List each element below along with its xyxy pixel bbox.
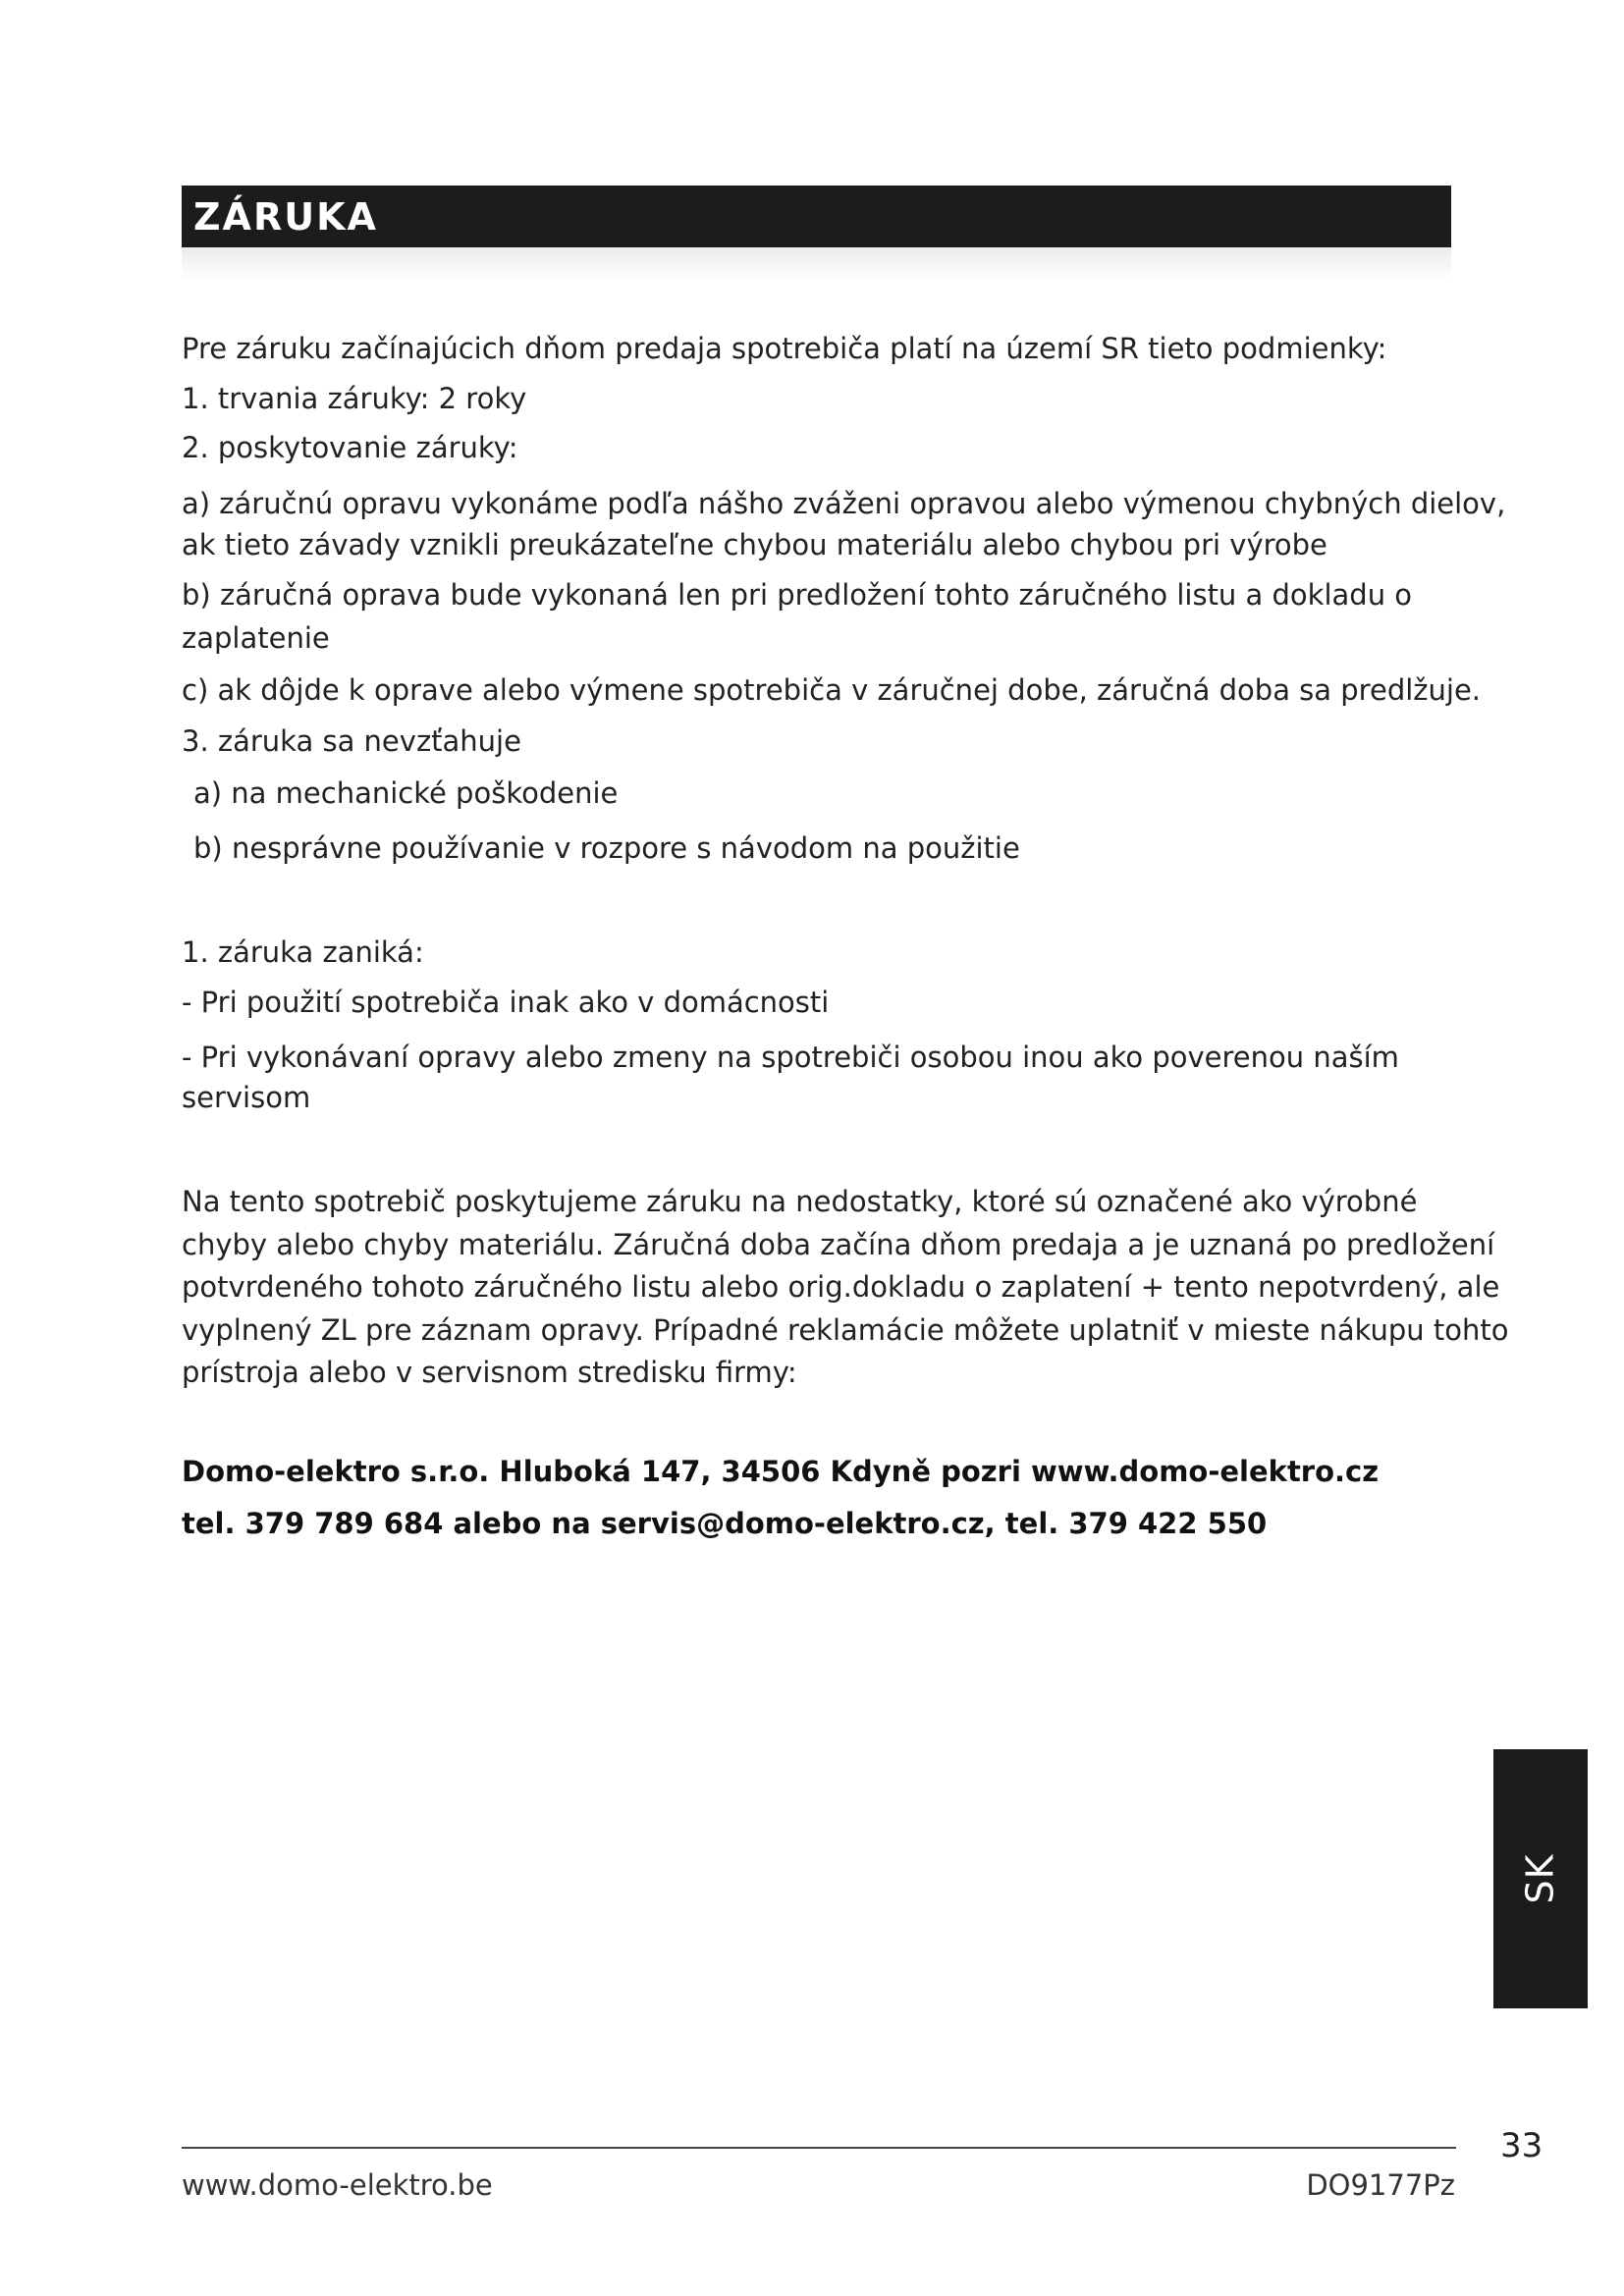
- expiry-title: 1. záruka zaniká:: [182, 935, 424, 969]
- list-item-2a-line2: ak tieto závady vznikli preukázateľne chybou materiálu alebo chybou pri výrobe: [182, 528, 1327, 561]
- intro-text: Pre záruku začínajúcich dňom predaja spotrebiča platí na území SR tieto podmienky:: [182, 332, 1387, 365]
- contact-line-1: Domo-elektro s.r.o. Hluboká 147, 34506 Kdyně pozri www.domo-elektro.cz: [182, 1455, 1380, 1488]
- warranty-paragraph-line5: prístroja alebo v servisnom stredisku firmy:: [182, 1356, 797, 1389]
- warranty-paragraph-line3: potvrdeného tohoto záručného listu alebo orig.dokladu o zaplatení + tento nepotvrdený, ale: [182, 1270, 1500, 1304]
- section-title: ZÁRUKA: [193, 194, 378, 239]
- list-item-2c: c) ak dôjde k oprave alebo výmene spotrebiča v záručnej dobe, záručná doba sa predlžuje.: [182, 673, 1481, 707]
- header-shadow: [182, 247, 1451, 281]
- list-item-3b: b) nesprávne používanie v rozpore s návodom na použitie: [193, 831, 1020, 865]
- warranty-paragraph-line4: vyplnený ZL pre záznam opravy. Prípadné reklamácie môžete uplatniť v mieste nákupu tohto: [182, 1313, 1509, 1347]
- list-item-3a: a) na mechanické poškodenie: [193, 776, 619, 810]
- list-item-1: 1. trvania záruky: 2 roky: [182, 382, 527, 415]
- expiry-item-2-line2: servisom: [182, 1081, 311, 1114]
- list-item-2b-line2: zaplatenie: [182, 621, 330, 655]
- language-tab: [1493, 1749, 1588, 2008]
- page-number: 33: [1500, 2126, 1543, 2165]
- footer-divider: [182, 2147, 1456, 2149]
- contact-line-2: tel. 379 789 684 alebo na servis@domo-elektro.cz, tel. 379 422 550: [182, 1507, 1268, 1540]
- warranty-paragraph-line1: Na tento spotrebič poskytujeme záruku na nedostatky, ktoré sú označené ako výrobné: [182, 1185, 1418, 1218]
- list-item-2b-line1: b) záručná oprava bude vykonaná len pri predložení tohto záručného listu a dokladu o: [182, 578, 1413, 612]
- list-item-2a-line1: a) záručnú opravu vykonáme podľa nášho zváženi opravou alebo výmenou chybných dielov,: [182, 487, 1506, 520]
- footer-model: DO9177Pz: [1306, 2168, 1455, 2202]
- list-item-3: 3. záruka sa nevzťahuje: [182, 724, 521, 758]
- expiry-item-1: - Pri použití spotrebiča inak ako v domácnosti: [182, 986, 830, 1019]
- section-header: [182, 186, 1451, 247]
- list-item-2: 2. poskytovanie záruky:: [182, 431, 518, 464]
- footer-website: www.domo-elektro.be: [182, 2168, 493, 2202]
- expiry-item-2-line1: - Pri vykonávaní opravy alebo zmeny na spotrebiči osobou inou ako poverenou naším: [182, 1041, 1399, 1074]
- language-label: SK: [1518, 1853, 1562, 1904]
- warranty-paragraph-line2: chyby alebo chyby materiálu. Záručná doba začína dňom predaja a je uznaná po predložení: [182, 1228, 1495, 1261]
